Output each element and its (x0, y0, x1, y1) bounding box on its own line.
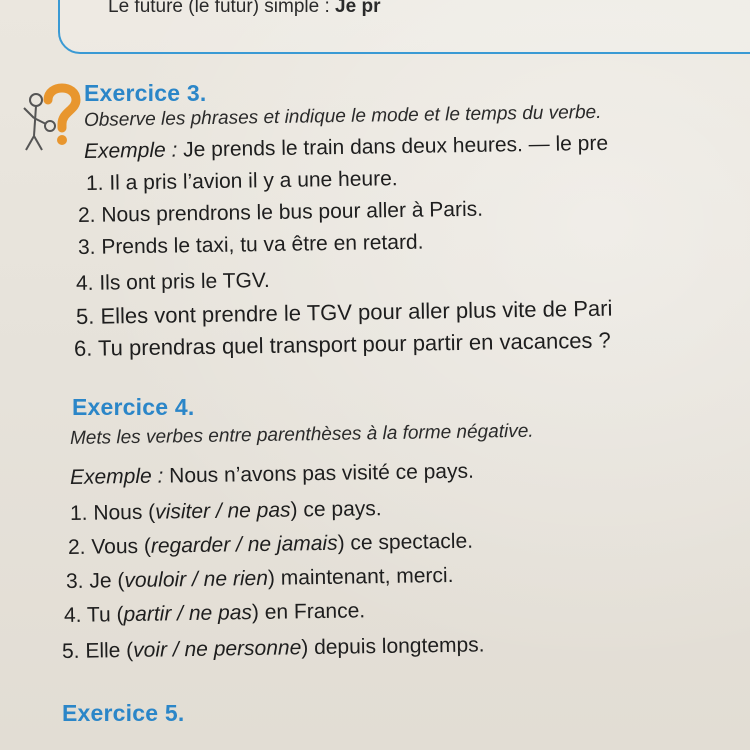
exercise-3-item-5: 5. Elles vont prendre le TGV pour aller plus vite de Pari (75, 295, 613, 329)
exercise-4-item-4: 4. Tu (partir / ne pas) en France. (63, 599, 366, 627)
question-mascot-icon (14, 78, 84, 158)
exercise-4-example: Exemple : Nous n’avons pas visité ce pays. (69, 459, 474, 489)
exercise-3-example: Exemple : Je prends le train dans deux heures. — le pre (83, 131, 609, 163)
exercise-3-title: Exercice 3. (84, 80, 207, 106)
exercise-4-item-3: 3. Je (vouloir / ne rien) maintenant, merci. (65, 563, 454, 593)
exercise-4-item-2: 2. Vous (regarder / ne jamais) ce spectacle. (67, 529, 474, 559)
exercise-4-instruction: Mets les verbes entre parenthèses à la forme négative. (69, 420, 534, 449)
exercise-3-item-1: 1. Il a pris l’avion il y a une heure. (85, 167, 398, 195)
exercise-4-item-5: 5. Elle (voir / ne personne) depuis longtemps. (61, 633, 485, 663)
exercise-4-title: Exercice 4. (72, 394, 195, 420)
summary-box-text: Le future (le futur) simple : Je pr (108, 0, 381, 17)
exercise-4-item-1: 1. Nous (visiter / ne pas) ce pays. (69, 497, 382, 525)
exercise-3-item-3: 3. Prends le taxi, tu va être en retard. (77, 230, 424, 259)
exercise-3-item-2: 2. Nous prendrons le bus pour aller à Paris. (77, 197, 484, 227)
exercise-3-item-4: 4. Ils ont pris le TGV. (75, 268, 270, 295)
exercise-3-item-6: 6. Tu prendras quel transport pour partir en vacances ? (73, 327, 611, 361)
exercise-3-instruction: Observe les phrases et indique le mode et le temps du verbe. (83, 101, 602, 131)
exercise-5-title: Exercice 5. (62, 700, 185, 726)
